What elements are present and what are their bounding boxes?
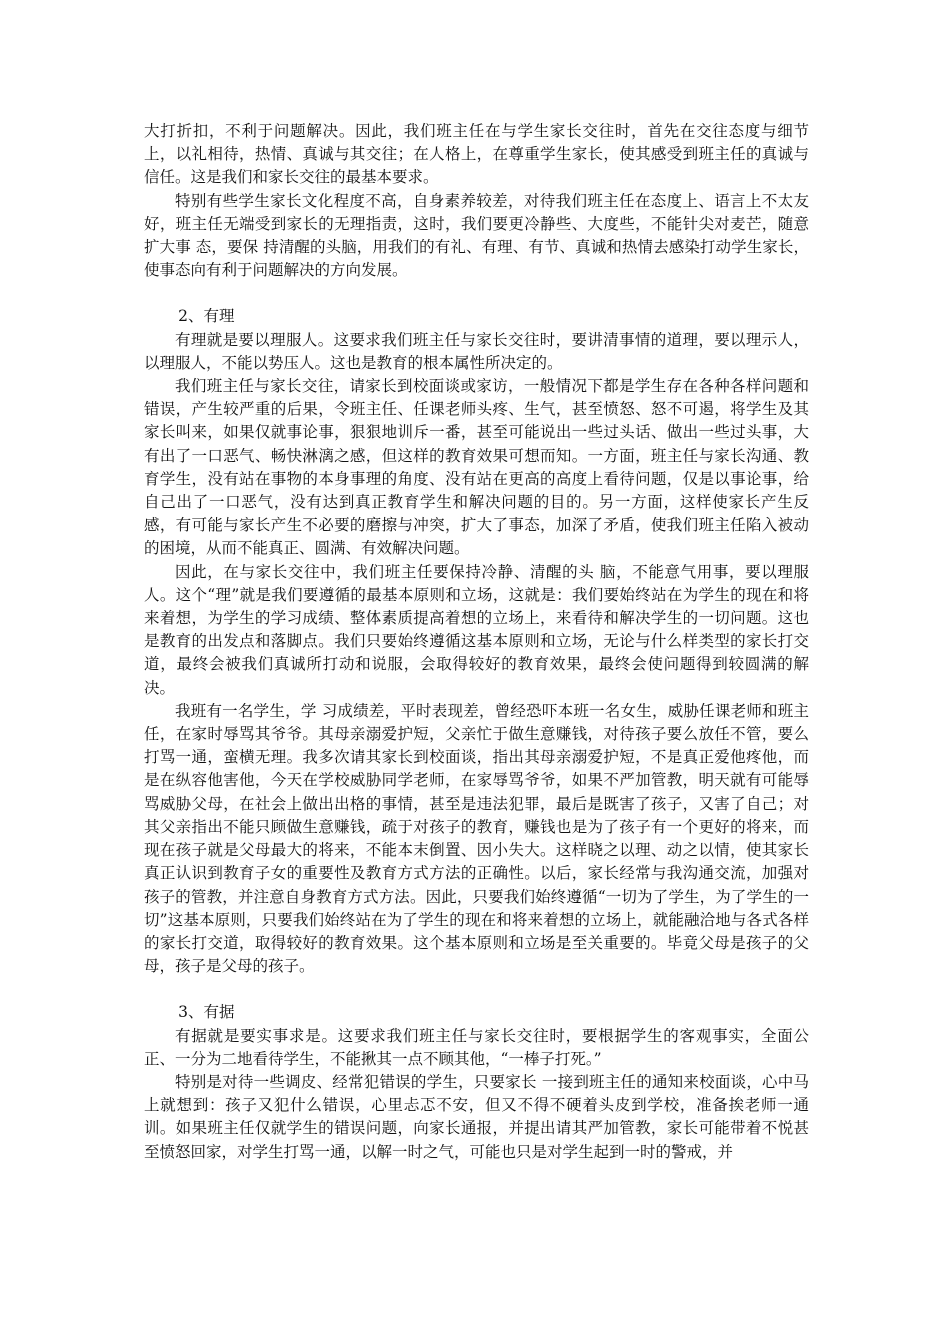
- section-heading-evidence: 3、有据: [178, 1003, 235, 1022]
- paragraph-evidence-definition: 有据就是要实事求是。这要求我们班主任与家长交往时，要根据学生的客观事实，全面公正、一分为二地看待学生，不能揪其一点不顾其他，“一棒子打死。”: [144, 1026, 809, 1068]
- section-heading-reason: 2、有理: [178, 307, 235, 326]
- paragraph-student-case: 我班有一名学生，学 习成绩差，平时表现差，曾经恐吓本班一名女生，威胁任课老师和班主任，在家时辱骂其爷爷。其母亲溺爱护短，父亲忙于做生意赚钱，对待孩子要么放任不管，要么打骂一通，蛮横无理。我多次请其家长到校面谈，指出其母亲溺爱护短，不是真正爱他疼他，而是在纵容他害他，今天在学校威胁同学老师，在家辱骂爷爷，如果不严加管教，明天就有可能辱骂威胁父母，在社会上做出出格的事情，甚至是违法犯罪，最后是既害了孩子，又害了自己；对其父亲指出不能只顾做生意赚钱，疏于对孩子的教育，赚钱也是为了孩子有一个更好的将来，而现在孩子就是父母最大的将来，不能本末倒置、因小失大。这样晓之以理、动之以情，使其家长真正认识到教育子女的重要性及教育方式方法的正确性。以后，家长经常与我沟通交流，加强对孩子的管教，并注意自身教育方式方法。因此，只要我们始终遵循“一切为了学生，为了学生的一切”这基本原则，只要我们始终站在为了学生的现在和将来着想的立场上，就能融洽地与各式各样的家长打交道，取得较好的教育效果。这个基本原则和立场是至关重要的。毕竟父母是孩子的父母，孩子是父母的孩子。: [144, 701, 809, 976]
- paragraph-mischievous-students: 特别是对待一些调皮、经常犯错误的学生，只要家长 一接到班主任的通知来校面谈，心中马上就想到：孩子又犯什么错误，心里忐忑不安，但又不得不硬着头皮到学校，准备挨老师一通训。如果班主任仅就学生的错误问题，向家长通报，并提出请其严加管教，家长可能带着不悦甚至愤怒回家，对学生打骂一通，以解一时之气，可能也只是对学生起到一时的警戒，并: [144, 1072, 809, 1161]
- paragraph-reason-definition: 有理就是要以理服人。这要求我们班主任与家长交往时，要讲清事情的道理，要以理示人，以理服人，不能以势压人。这也是教育的根本属性所决定的。: [144, 330, 809, 372]
- paragraph-principle: 因此，在与家长交往中，我们班主任要保持冷静、清醒的头 脑，不能意气用事，要以理服人。这个“理”就是我们要遵循的最基本原则和立场，这就是：我们要始终站在为学生的现在和将来着想，为学生的学习成绩、整体素质提高着想的立场上，来看待和解决学生的一切问题。这也是教育的出发点和落脚点。我们只要始终遵循这基本原则和立场，无论与什么样类型的家长打交道，最终会被我们真诚所打动和说服，会取得较好的教育效果，最终会使问题得到较圆满的解决。: [144, 562, 809, 697]
- paragraph-home-visits: 我们班主任与家长交往，请家长到校面谈或家访，一般情况下都是学生存在各种各样问题和错误，产生较严重的后果，令班主任、任课老师头疼、生气，甚至愤怒、怒不可遏，将学生及其家长叫来，如果仅就事论事，狠狠地训斥一番，甚至可能说出一些过头话、做出一些过头事，大有出了一口恶气、畅快淋漓之感，但这样的教育效果可想而知。一方面，班主任与家长沟通、教育学生，没有站在事物的本身事理的角度、没有站在更高的高度上看待问题，仅是以事论事，给自己出了一口恶气，没有达到真正教育学生和解决问题的目的。另一方面，这样使家长产生反感，有可能与家长产生不必要的磨擦与冲突，扩大了事态，加深了矛盾，使我们班主任陷入被动的困境，从而不能真正、圆满、有效解决问题。: [144, 377, 809, 558]
- paragraph-intro-continuation: 大打折扣，不利于问题解决。因此，我们班主任在与学生家长交往时，首先在交往态度与细节上，以礼相待，热情、真诚与其交往；在人格上，在尊重学生家长，使其感受到班主任的真诚与信任。这是我们和家长交往的最基本要求。: [144, 122, 809, 187]
- paragraph-uneducated-parents: 特别有些学生家长文化程度不高，自身素养较差，对待我们班主任在态度上、语言上不太友好，班主任无端受到家长的无理指责，这时，我们要更冷静些、大度些，不能针尖对麦芒，随意扩大事 态，要保 持清醒的头脑，用我们的有礼、有理、有节、真诚和热情去感染打动学生家长，使事态向有利于问题解决的方向发展。: [144, 191, 809, 280]
- document-body: [144, 120, 809, 1164]
